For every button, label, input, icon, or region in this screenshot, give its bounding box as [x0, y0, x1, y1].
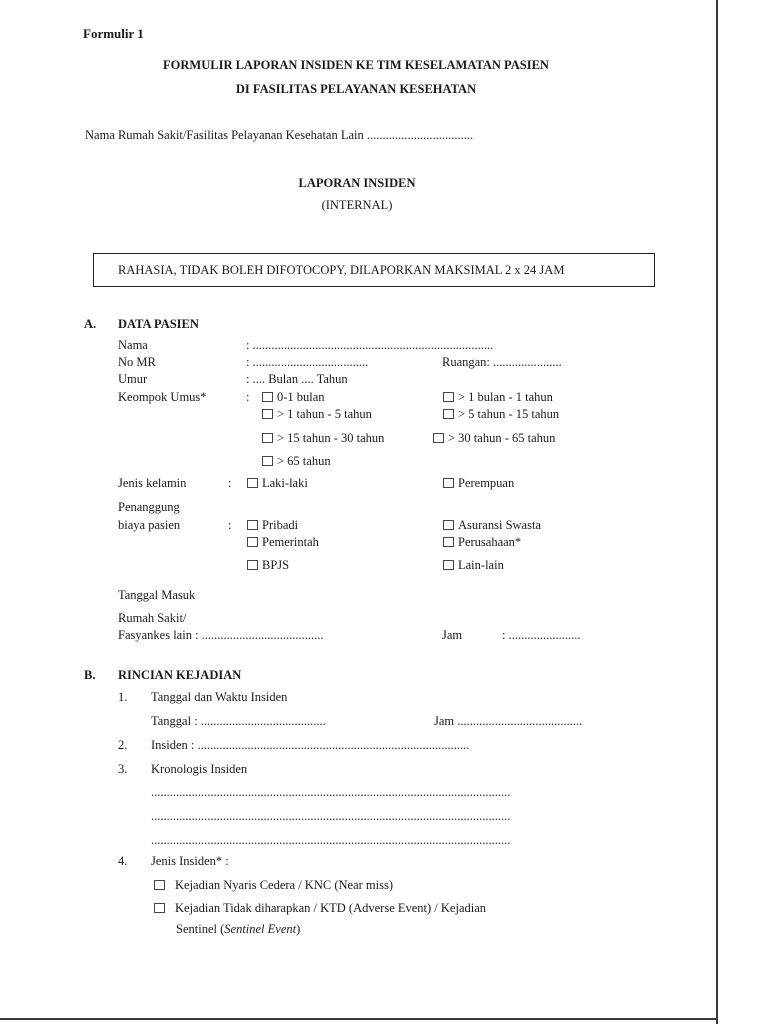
umur-field[interactable]: : .... Bulan .... Tahun: [246, 372, 348, 386]
nomr-label: No MR: [118, 355, 156, 369]
sentinel-text: Sentinel (: [176, 922, 225, 936]
item4-number: 4.: [118, 854, 128, 868]
report-title: LAPORAN INSIDEN: [298, 176, 416, 190]
checkbox-icon: [433, 433, 444, 443]
hospital-name-field[interactable]: Nama Rumah Sakit/Fasilitas Pelayanan Kesehatan Lain ..................................: [85, 128, 474, 142]
checkbox-icon: [247, 478, 258, 488]
checkbox-icon: [247, 520, 258, 530]
section-b-letter: B.: [84, 668, 96, 682]
chronology-line-1[interactable]: ...................................................................................................................: [151, 785, 511, 799]
payer-option-label: BPJS: [262, 558, 290, 572]
admission-jam-label: Jam: [442, 628, 463, 642]
sentinel-event-text: Sentinel Event: [224, 922, 297, 936]
checkbox-icon: [443, 478, 454, 488]
payer-option-label: Pemerintah: [262, 535, 319, 549]
item1-label: Tanggal dan Waktu Insiden: [151, 690, 288, 704]
incident-date-field[interactable]: Tanggal : ........................................: [151, 714, 326, 728]
checkbox-icon: [247, 560, 258, 570]
form-title-line2: DI FASILITAS PELAYANAN KESEHATAN: [235, 82, 477, 96]
incident-time-field[interactable]: Jam ........................................: [434, 714, 583, 728]
age-option-label: > 5 tahun - 15 tahun: [458, 407, 560, 421]
incident-type-ktd-continuation: [176, 922, 300, 936]
age-option-label: > 1 tahun - 5 tahun: [277, 407, 372, 421]
sentinel-close-paren: ): [296, 922, 301, 936]
ruangan-field[interactable]: Ruangan: ......................: [442, 355, 562, 369]
age-option-label: > 30 tahun - 65 tahun: [448, 431, 556, 445]
payer-option-label: Asuransi Swasta: [458, 518, 541, 532]
payer-option-label: Pribadi: [262, 518, 299, 532]
jenis-kelamin-colon: :: [228, 476, 232, 490]
incident-field[interactable]: Insiden : .......................................................................................: [151, 738, 470, 752]
age-option-label: > 1 bulan - 1 tahun: [458, 390, 553, 404]
form-title-line1: FORMULIR LAPORAN INSIDEN KE TIM KESELAMATAN PASIEN: [163, 58, 549, 72]
checkbox-icon: [262, 409, 273, 419]
age-option-5-15-tahun[interactable]: [443, 407, 559, 421]
section-a-letter: A.: [84, 317, 97, 331]
age-option-label: > 65 tahun: [277, 454, 331, 468]
payer-option-asuransi-swasta[interactable]: [443, 518, 541, 532]
nama-label: Nama: [118, 338, 148, 352]
nama-field[interactable]: : .............................................................................: [246, 338, 494, 352]
rumah-sakit-label: Rumah Sakit/: [118, 611, 187, 625]
section-b-title: RINCIAN KEJADIAN: [118, 668, 242, 682]
admission-date-field[interactable]: Fasyankes lain : .......................................: [118, 628, 324, 642]
checkbox-icon: [262, 456, 273, 466]
report-subtitle: (INTERNAL): [321, 198, 393, 212]
checkbox-icon: [443, 520, 454, 530]
gender-option-laki-laki[interactable]: [247, 476, 308, 490]
payer-option-perusahaan[interactable]: [443, 535, 521, 549]
gender-option-label: Laki-laki: [262, 476, 308, 490]
page-edge-right: [716, 0, 718, 1024]
tanggal-masuk-label: Tanggal Masuk: [118, 588, 196, 602]
checkbox-icon: [154, 903, 165, 913]
payer-option-bpjs[interactable]: [247, 558, 289, 572]
checkbox-icon: [247, 537, 258, 547]
payer-option-pemerintah[interactable]: [247, 535, 319, 549]
gender-option-perempuan[interactable]: [443, 476, 514, 490]
item3-label: Kronologis Insiden: [151, 762, 248, 776]
jenis-kelamin-label: Jenis kelamin: [118, 476, 187, 490]
admission-jam-field[interactable]: : .......................: [502, 628, 581, 642]
kelompok-umur-label: Keompok Umus*: [118, 390, 207, 404]
gender-option-label: Perempuan: [458, 476, 515, 490]
checkbox-icon: [154, 880, 165, 890]
age-option-65-tahun[interactable]: [262, 454, 331, 468]
age-option-1bulan-1tahun[interactable]: [443, 390, 553, 404]
checkbox-icon: [262, 392, 273, 402]
umur-label: Umur: [118, 372, 148, 386]
checkbox-icon: [262, 433, 273, 443]
item3-number: 3.: [118, 762, 128, 776]
section-a-title: DATA PASIEN: [118, 317, 199, 331]
penanggung-label: Penanggung: [118, 500, 180, 514]
payer-option-label: Lain-lain: [458, 558, 504, 572]
item2-number: 2.: [118, 738, 128, 752]
nomr-field[interactable]: : .....................................: [246, 355, 369, 369]
checkbox-icon: [443, 537, 454, 547]
form-label: Formulir 1: [83, 26, 144, 41]
page-edge-bottom: [0, 1018, 718, 1020]
kelompok-umur-colon: :: [246, 390, 250, 404]
age-option-15-30-tahun[interactable]: [262, 431, 384, 445]
confidential-notice: RAHASIA, TIDAK BOLEH DIFOTOCOPY, DILAPORKAN MAKSIMAL 2 x 24 JAM: [118, 263, 565, 277]
age-option-0-1-bulan[interactable]: [262, 390, 325, 404]
chronology-line-2[interactable]: ...................................................................................................................: [151, 809, 511, 823]
incident-type-ktd-label: Kejadian Tidak diharapkan / KTD (Adverse Event) / Kejadian: [175, 901, 487, 915]
age-option-label: > 15 tahun - 30 tahun: [277, 431, 385, 445]
incident-type-ktd[interactable]: [154, 901, 486, 915]
biaya-pasien-label: biaya pasien: [118, 518, 181, 532]
incident-type-knc[interactable]: [154, 878, 393, 892]
checkbox-icon: [443, 409, 454, 419]
checkbox-icon: [443, 560, 454, 570]
age-option-30-65-tahun[interactable]: [433, 431, 555, 445]
age-option-label: 0-1 bulan: [277, 390, 325, 404]
age-option-1-5-tahun[interactable]: [262, 407, 372, 421]
payer-option-pribadi[interactable]: [247, 518, 298, 532]
payer-option-lain-lain[interactable]: [443, 558, 504, 572]
checkbox-icon: [443, 392, 454, 402]
incident-type-knc-label: Kejadian Nyaris Cedera / KNC (Near miss): [175, 878, 393, 892]
payer-option-label: Perusahaan*: [458, 535, 522, 549]
item1-number: 1.: [118, 690, 128, 704]
chronology-line-3[interactable]: ...................................................................................................................: [151, 833, 511, 847]
biaya-pasien-colon: :: [228, 518, 232, 532]
item4-label: Jenis Insiden* :: [151, 854, 229, 868]
